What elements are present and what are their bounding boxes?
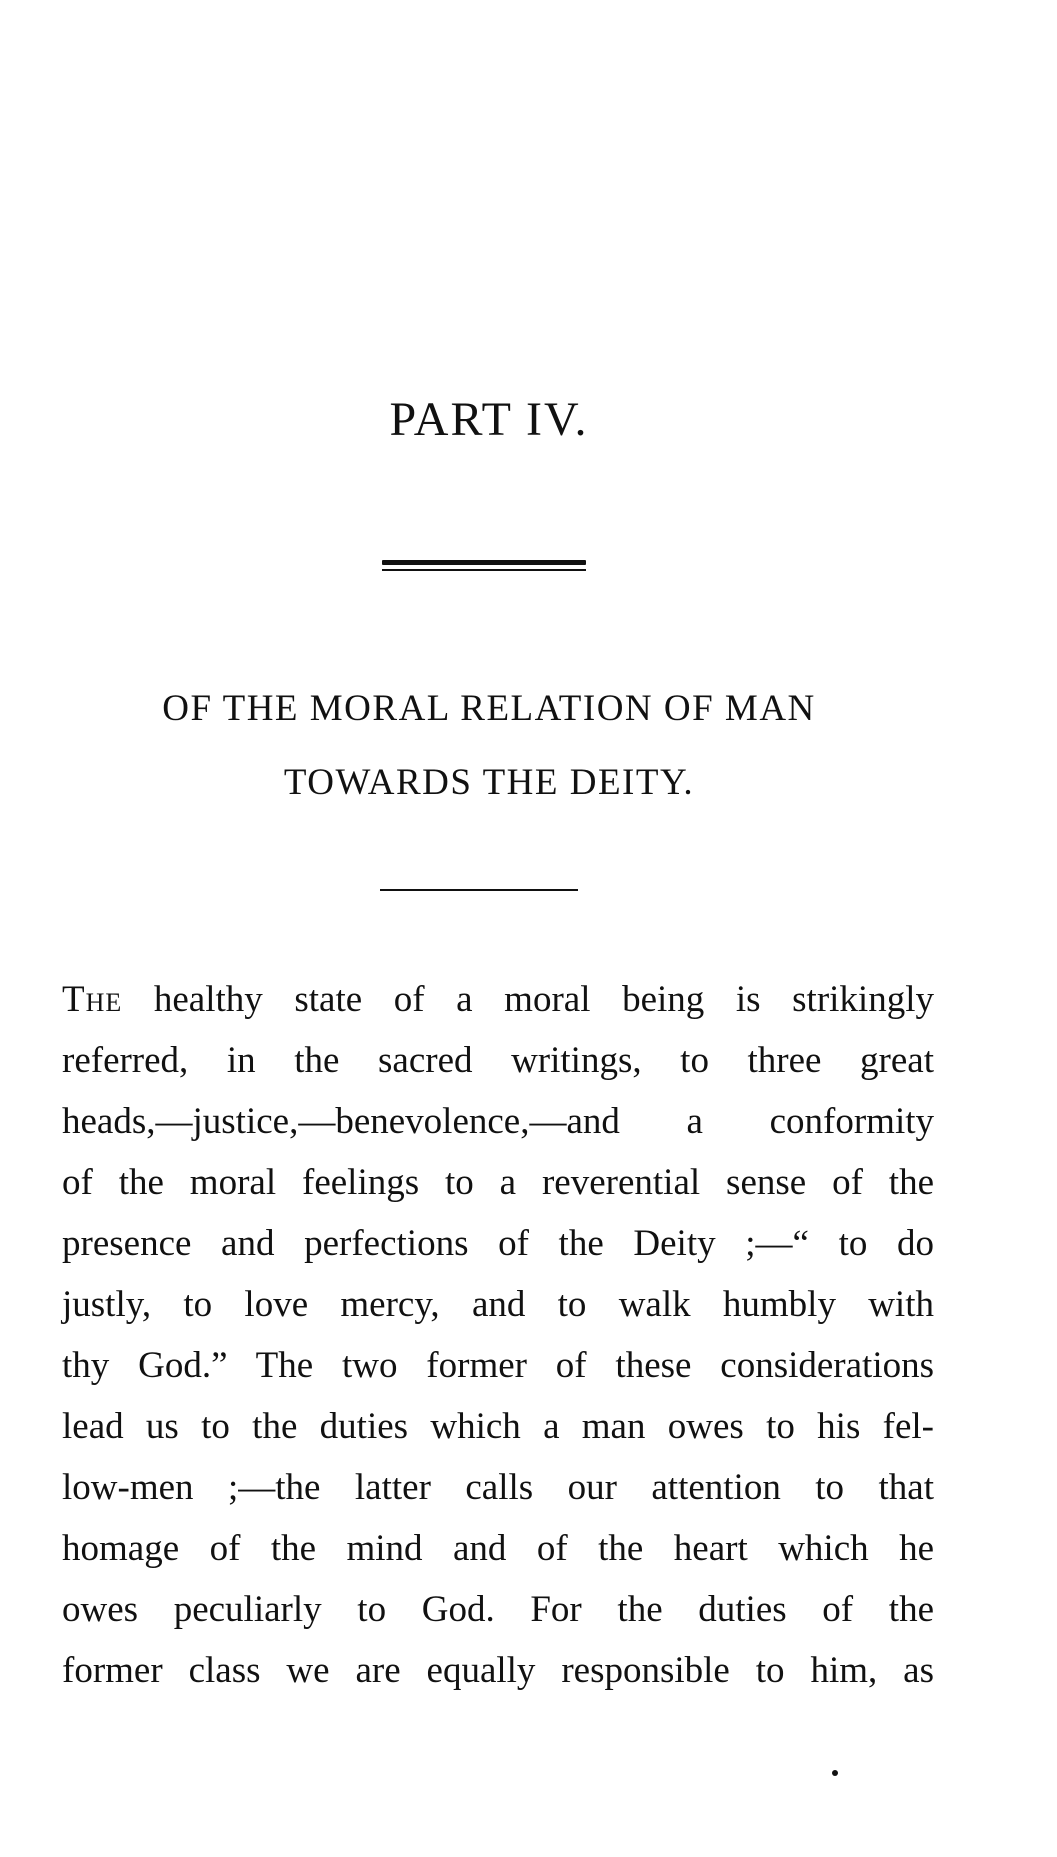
ink-speck [832, 1770, 838, 1776]
body-line-1-text: healthy state of a moral being is strikingly [122, 979, 934, 1020]
body-line-7: thy God.” The two former of these considerations [62, 1345, 934, 1386]
body-line-3: heads,—justice,—benevolence,—and a conformity [62, 1101, 934, 1142]
chapter-heading-line-1: OF THE MORAL RELATION OF MAN [162, 688, 816, 729]
part-title: PART IV. [389, 393, 589, 446]
body-line-5: presence and perfections of the Deity ;—“ to do [62, 1223, 934, 1264]
body-line-8: lead us to the duties which a man owes to his fel- [62, 1406, 934, 1447]
body-line-6: justly, to love mercy, and to walk humbly with [62, 1284, 934, 1325]
thin-rule [382, 569, 586, 571]
double-rule-divider [382, 560, 586, 571]
body-line-10: homage of the mind and of the heart which he [62, 1528, 934, 1569]
body-line-9: low-men ;—the latter calls our attention to that [62, 1467, 934, 1508]
body-paragraph [62, 969, 934, 1701]
single-rule-divider [380, 889, 578, 891]
chapter-heading [0, 672, 978, 820]
opening-word: The [62, 979, 123, 1020]
chapter-heading-line-2: TOWARDS THE DEITY. [283, 762, 695, 803]
thick-rule [382, 560, 586, 565]
body-line-4: of the moral feelings to a reverential sense of the [62, 1162, 934, 1203]
body-line-1 [62, 969, 934, 1030]
body-line-2: referred, in the sacred writings, to three great [62, 1040, 934, 1081]
body-line-11: owes peculiarly to God. For the duties of the [62, 1589, 934, 1630]
body-line-12: former class we are equally responsible to him, as [62, 1650, 934, 1691]
